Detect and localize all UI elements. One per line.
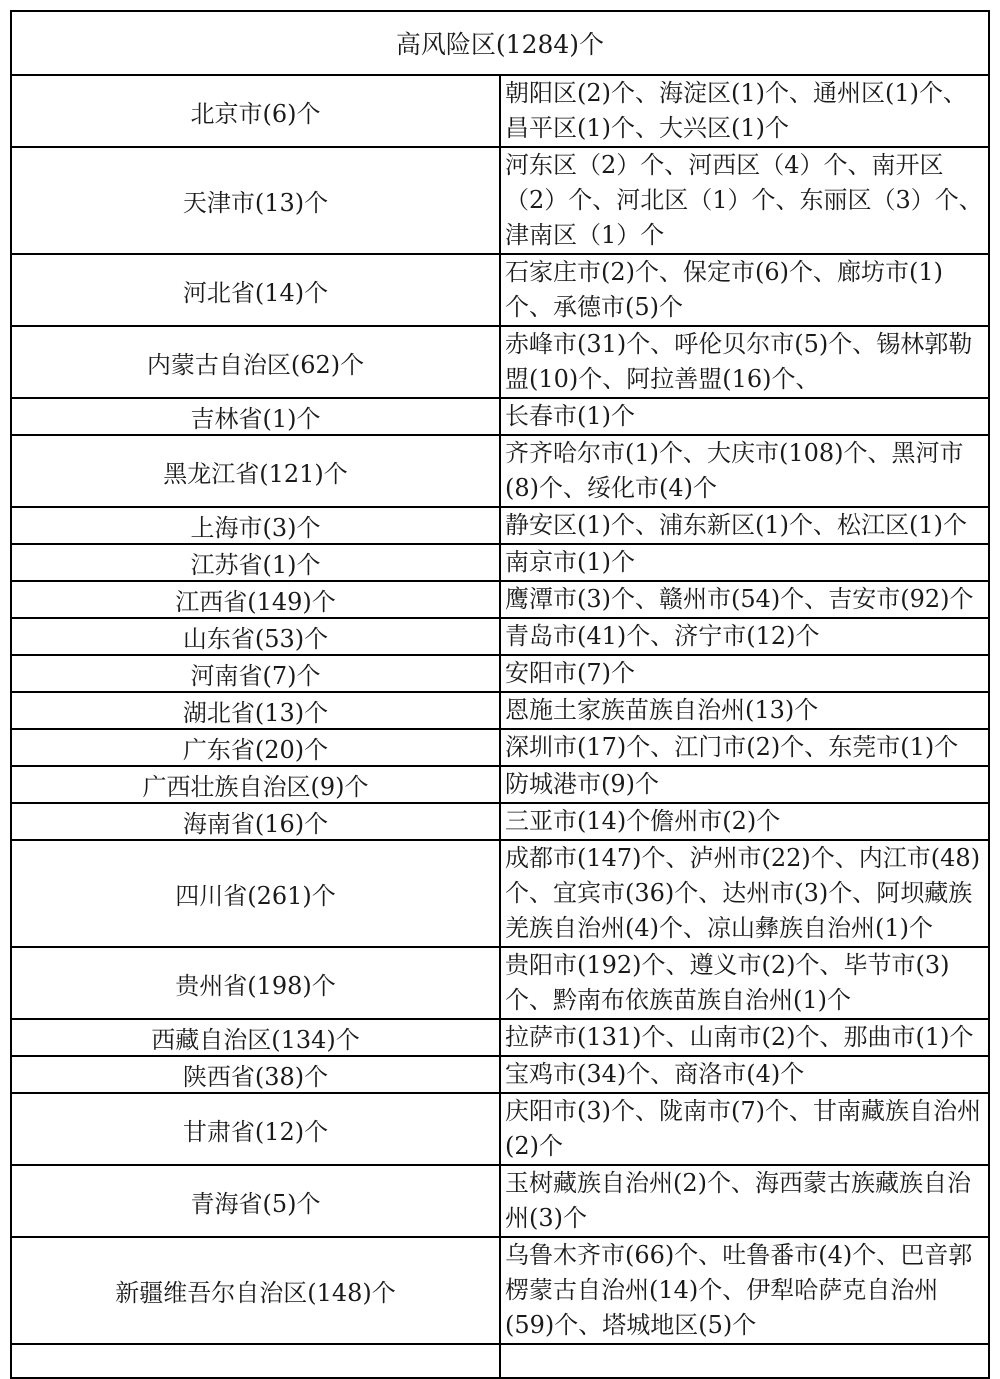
- table-header-row: [11, 11, 989, 75]
- province-cell: 甘肃省(12)个: [11, 1093, 500, 1165]
- province-cell: 山东省(53)个: [11, 618, 500, 655]
- empty-cell: [500, 1344, 989, 1378]
- table-row: [11, 1165, 989, 1237]
- district-detail-cell: 玉树藏族自治州(2)个、海西蒙古族藏族自治州(3)个: [500, 1165, 989, 1237]
- district-detail-cell: 静安区(1)个、浦东新区(1)个、松江区(1)个: [500, 507, 989, 544]
- province-cell: 海南省(16)个: [11, 803, 500, 840]
- table-row: [11, 766, 989, 803]
- district-detail-cell: 乌鲁木齐市(66)个、吐鲁番市(4)个、巴音郭楞蒙古自治州(14)个、伊犁哈萨克自治州(59)个、塔城地区(5)个: [500, 1237, 989, 1344]
- table-row: [11, 1019, 989, 1056]
- table-row: [11, 254, 989, 326]
- table-row: [11, 326, 989, 398]
- table-row: [11, 398, 989, 435]
- table-row: [11, 147, 989, 254]
- table-row: [11, 544, 989, 581]
- district-detail-cell: 青岛市(41)个、济宁市(12)个: [500, 618, 989, 655]
- table-row: [11, 729, 989, 766]
- district-detail-cell: 防城港市(9)个: [500, 766, 989, 803]
- district-detail-cell: 南京市(1)个: [500, 544, 989, 581]
- table-row: [11, 435, 989, 507]
- district-detail-cell: 恩施土家族苗族自治州(13)个: [500, 692, 989, 729]
- province-cell: 湖北省(13)个: [11, 692, 500, 729]
- table-row: [11, 692, 989, 729]
- province-cell: 吉林省(1)个: [11, 398, 500, 435]
- province-cell: 新疆维吾尔自治区(148)个: [11, 1237, 500, 1344]
- province-cell: 青海省(5)个: [11, 1165, 500, 1237]
- empty-table-row: [11, 1344, 989, 1378]
- district-detail-cell: 拉萨市(131)个、山南市(2)个、那曲市(1)个: [500, 1019, 989, 1056]
- province-cell: 陕西省(38)个: [11, 1056, 500, 1093]
- table-title: 高风险区(1284)个: [11, 11, 989, 75]
- province-cell: 河北省(14)个: [11, 254, 500, 326]
- district-detail-cell: 三亚市(14)个儋州市(2)个: [500, 803, 989, 840]
- province-cell: 广西壮族自治区(9)个: [11, 766, 500, 803]
- table-row: [11, 803, 989, 840]
- province-cell: 江西省(149)个: [11, 581, 500, 618]
- table-row: [11, 1056, 989, 1093]
- province-cell: 西藏自治区(134)个: [11, 1019, 500, 1056]
- district-detail-cell: 鹰潭市(3)个、赣州市(54)个、吉安市(92)个: [500, 581, 989, 618]
- province-cell: 上海市(3)个: [11, 507, 500, 544]
- table-row: [11, 947, 989, 1019]
- province-cell: 北京市(6)个: [11, 75, 500, 147]
- district-detail-cell: 安阳市(7)个: [500, 655, 989, 692]
- high-risk-area-table: [10, 10, 990, 1379]
- district-detail-cell: 赤峰市(31)个、呼伦贝尔市(5)个、锡林郭勒盟(10)个、阿拉善盟(16)个、: [500, 326, 989, 398]
- table-row: [11, 655, 989, 692]
- empty-cell: [11, 1344, 500, 1378]
- province-cell: 天津市(13)个: [11, 147, 500, 254]
- district-detail-cell: 河东区（2）个、河西区（4）个、南开区（2）个、河北区（1）个、东丽区（3）个、津南区（1）个: [500, 147, 989, 254]
- district-detail-cell: 石家庄市(2)个、保定市(6)个、廊坊市(1)个、承德市(5)个: [500, 254, 989, 326]
- province-cell: 黑龙江省(121)个: [11, 435, 500, 507]
- province-cell: 贵州省(198)个: [11, 947, 500, 1019]
- table-row: [11, 1093, 989, 1165]
- province-cell: 内蒙古自治区(62)个: [11, 326, 500, 398]
- province-cell: 河南省(7)个: [11, 655, 500, 692]
- table-row: [11, 618, 989, 655]
- table-row: [11, 840, 989, 947]
- district-detail-cell: 长春市(1)个: [500, 398, 989, 435]
- district-detail-cell: 庆阳市(3)个、陇南市(7)个、甘南藏族自治州(2)个: [500, 1093, 989, 1165]
- province-cell: 江苏省(1)个: [11, 544, 500, 581]
- table-row: [11, 75, 989, 147]
- district-detail-cell: 成都市(147)个、泸州市(22)个、内江市(48)个、宜宾市(36)个、达州市(3)个、阿坝藏族羌族自治州(4)个、凉山彝族自治州(1)个: [500, 840, 989, 947]
- district-detail-cell: 深圳市(17)个、江门市(2)个、东莞市(1)个: [500, 729, 989, 766]
- district-detail-cell: 齐齐哈尔市(1)个、大庆市(108)个、黑河市(8)个、绥化市(4)个: [500, 435, 989, 507]
- table-row: [11, 581, 989, 618]
- table-row: [11, 1237, 989, 1344]
- district-detail-cell: 贵阳市(192)个、遵义市(2)个、毕节市(3)个、黔南布依族苗族自治州(1)个: [500, 947, 989, 1019]
- province-cell: 广东省(20)个: [11, 729, 500, 766]
- district-detail-cell: 宝鸡市(34)个、商洛市(4)个: [500, 1056, 989, 1093]
- province-cell: 四川省(261)个: [11, 840, 500, 947]
- district-detail-cell: 朝阳区(2)个、海淀区(1)个、通州区(1)个、昌平区(1)个、大兴区(1)个: [500, 75, 989, 147]
- table-row: [11, 507, 989, 544]
